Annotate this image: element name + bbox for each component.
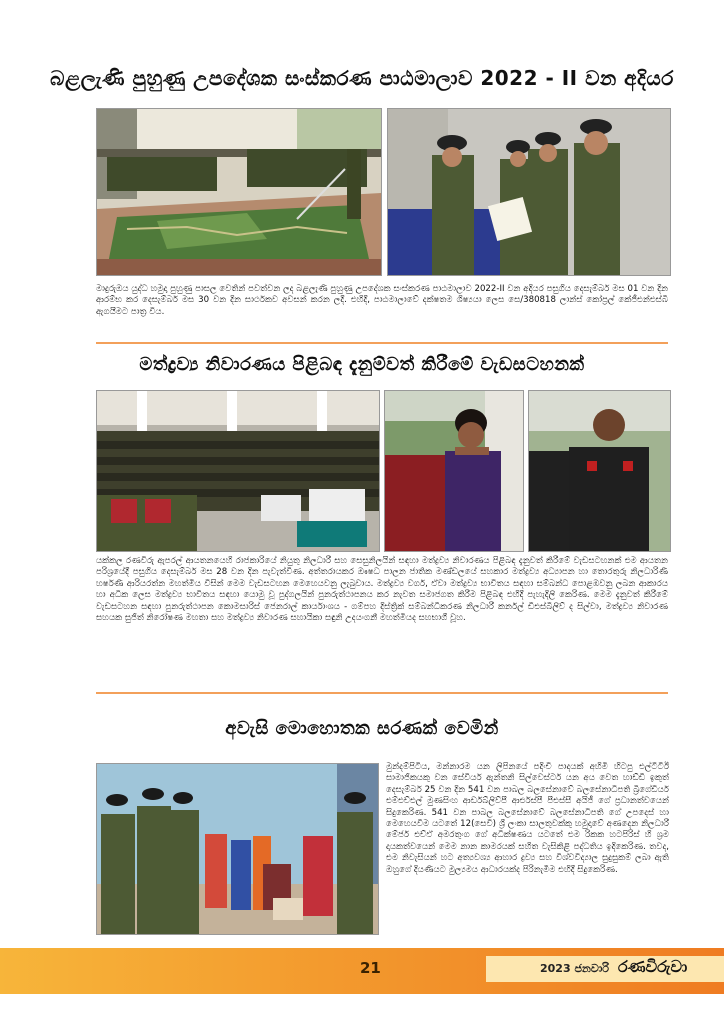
section3-paragraph: මුන්දම්පිටිය, මන්නාරම යන ලිපිනයේ පදිංචි පාදයක් අහිමි හිටපු එල්ටීටීඊ සාමාජිකයකු වන සේවියර් ඇන්තනි සිල්වෙස්ටර් යන අය වෙත හාඩ්ඩී ඉකුත් දෙසැම්බර් 25 වන දින 541 වන පාබල බලසේනාවේ බලසේනාධිපති බ්‍රිගේඩියර් එම්එච්එල් මුණසිංහ ආර්ඩබ්ලිව්පී ආර්එස්පී පීඑස්සී අයිජී ගේ ප්‍රධානත්වයෙන් සිදුකෙරිණ. 541 වන පාබල බලසේනාවේ බලසේනාධිපති ගේ උපදෙස් හා මෙහෙයවීම යටතේ 12(සෙවි) ශ්‍රී ලංකා සාලතුවක්කු හමුදාවේ අණදෙන නිලධාරී මේජර් එච්ඒ අමරතුංග ගේ අධීක්ෂණය යටතේ එම රිකක හටපිරිස් හි ශ්‍රම දායකත්වයෙන් මෙම නාන කාමරයක් සහිත වැසිකිළි පද්ධතිය ඉදිකෙරිණ. තවද, එම නිවැසියන් හට අත්‍යවශ්‍ය ආහාර ද්‍රව්‍ය සහ විශ්වවිද්‍යාල සුදුසුකම් ලබා ඇති ඔහුගේ දියණියට මුල්‍යමය ආධාරයක්ද පිරිනැමීම එහිදී සිදුකෙරිණ. [386,762,669,875]
section2-paragraph: යක්කල රණවිරු ඇපරල් ආයතනයෙහි රාජකාරියේ නියුතු නිලධාරී සහ සෙසුනිලයින් සඳහා මත්ද්‍රව්‍ය නිවාරණය පිළිබඳ දැනුවත් කිරීමේ වැඩසටහනක් එම ආයතන පරිශ්‍රයේදී පසුගිය දෙසැම්බර් මස 28 වන දින පැවැත්විණ. අත්තරායකර ඖෂධ පාලන ජාතික මණ්ඩලයේ සහකාර මත්ද්‍රව්‍ය අධ්‍යාපන හා තොරතුරු නිලධාරිණී හර්ෂණී ආරියරත්න මහත්මිය විසින් මෙම වැඩසටහන මෙහෙයවනු ලැබුවාය. මත්ද්‍රව්‍ය වර්ග, ඒවා මත්ද්‍රව්‍ය භාවිතය සඳහා සම්බන්ධ පොළඹවනු ලබන ආකාරය හා අධික ලෙස මත්ද්‍රව්‍ය භාවිතය සඳහා යොමු වූ පුද්ගලයින් පුනරුත්ථාපනය කර නැවත සමාජගත කිරීම පිළිබඳ එහිදී පැහැදිලි කෙරිණ. මෙම දැනුවත් කිරීමේ වැඩසටහන සඳහා පුනරුත්ථාපන කොමසාරිස් ජෙනරාල් කාර්යාංශය - ගම්පහ දිස්ත්‍රික් සම්බන්ධීකරණ නිලධාරී කර්නල් ඩීඑස්බීලිව් ද සිල්වා, මත්ද්‍රව්‍ය නිවාරණ සහයක සුජිත් නිරෝෂණ මහතා සහ මත්ද්‍රව්‍ය නිවාරණ සහායිකා සඳුනි උදයංගනී මහත්මියද සහභාගී වූහ. [96,556,668,624]
certificate-presentation-photo [387,108,671,276]
family-handover-photo [96,763,379,935]
section-divider [96,342,668,344]
speaker-woman-photo [384,390,524,552]
awareness-program-audience-photo [96,390,380,552]
magazine-name: රණවිරුවා [618,957,688,976]
page-number: 21 [360,959,381,977]
issue-date: 2023 ජනවාරි [540,962,609,975]
section-divider-2 [96,692,668,694]
speaker-officer-photo [528,390,671,552]
section3-title: අවැසි මොහොතක සරණක් වෙමින් [225,718,499,739]
section2-title: මත්ද්‍රව්‍ය නිවාරණය පිළිබඳ දැනුම්වත් කිරීමේ වැඩසටහනක් [139,354,585,375]
section1-paragraph: මාදුරුඔය යුද්ධ හමුදා පුහුණු පාසල වෙතින් පවත්වන ලද බළලැණි පුහුණු උපදේශක සංස්කරණ පාඨමාලාව 2022-II වන අදියර පසුගිය දෙසැම්බර් මස 01 වන දින ආරම්භ කර දෙසැම්බර් මස 30 වන දින සාර්ථකව අවසන් කරන ලදී. එහිදී, පාඨමාලාවේ දක්ෂතම ශිෂ්‍යයා ලෙස සෙ/380818 ලාන්ස් කෝප්‍රල් කේජීඑන්එස්බී ඇගයීමට පාත්‍ර විය. [96,284,668,317]
section1-title: බළලැණි පුහුණු උපදේශක සංස්කරණ පාඨමාලාව 2022 - II වන අදියර [50,66,674,90]
training-classroom-photo [96,108,382,276]
